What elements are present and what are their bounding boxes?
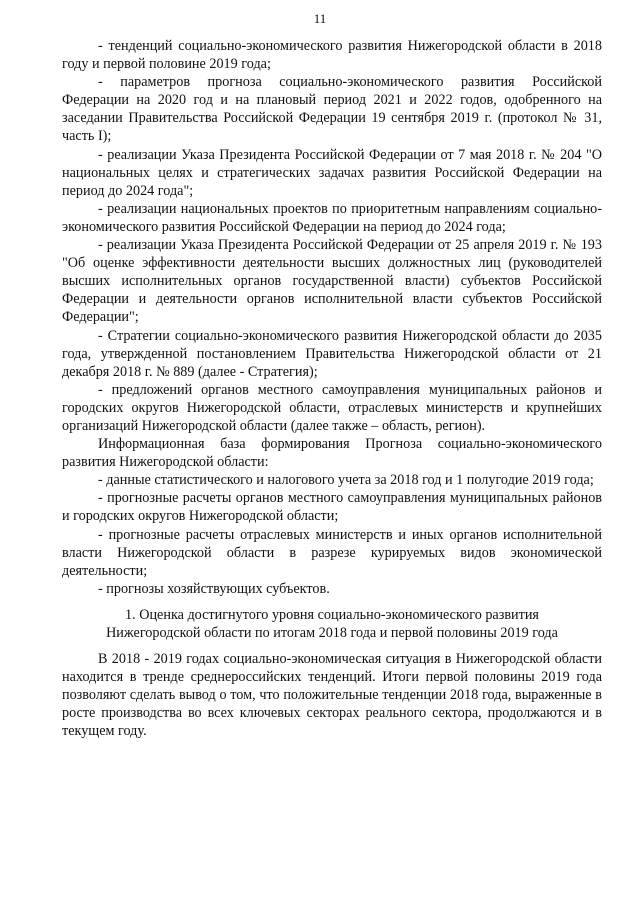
list-item: - предложений органов местного самоуправления муниципальных районов и городских округов Нижегородской области, отраслевых министерств и крупнейших организаций Нижегородской области (далее также – область, регион). (62, 381, 602, 434)
section-heading-line1: 1. Оценка достигнутого уровня социально-экономического развития (125, 606, 539, 623)
page-number: 11 (313, 11, 327, 26)
list-item: - Стратегии социально-экономического развития Нижегородской области до 2035 года, утвержденной постановлением Правительства Нижегородской области от 21 декабря 2018 г. № 889 (далее - Стратегия); (62, 327, 602, 380)
list-item: - прогнозные расчеты органов местного самоуправления муниципальных районов и городских округов Нижегородской области; (62, 490, 602, 525)
list-item: - тенденций социально-экономического развития Нижегородской области в 2018 году и первой половине 2019 года; (62, 38, 602, 73)
section-paragraph: В 2018 - 2019 годах социально-экономическая ситуация в Нижегородской области находится в тренде среднероссийских тенденций. Итоги первой половины 2019 года позволяют сделать вывод о том, что положительные тенденции 2018 года, выраженные в росте производства во всех ключевых секторах реального сектора, продолжаются и в текущем году. (62, 651, 602, 740)
list-item: - реализации Указа Президента Российской Федерации от 25 апреля 2019 г. № 193 "Об оценке эффективности деятельности высших должностных лиц (руководителей высших исполнительных органов государственной власти) субъектов Российской Федерации и деятельности органов исполнительной власти субъектов Российской Федерации"; (62, 237, 602, 326)
section-heading (62, 606, 602, 642)
info-base-intro: Информационная база формирования Прогноза социально-экономического развития Нижегородской области: (62, 436, 602, 471)
section-heading-line2: Нижегородской области по итогам 2018 года и первой половины 2019 года (106, 625, 558, 641)
list-item: - реализации Указа Президента Российской Федерации от 7 мая 2018 г. № 204 "О национальных целях и стратегических задачах развития Российской Федерации на период до 2024 года"; (62, 146, 602, 199)
list-item: - параметров прогноза социально-экономического развития Российской Федерации на 2020 год и на плановый период 2021 и 2022 годов, одобренного на заседании Правительства Российской Федерации 19 сентября 2019 г. (протокол № 31, часть I); (62, 74, 602, 145)
list-item: - реализации национальных проектов по приоритетным направлениям социально-экономического развития Российской Федерации на период до 2024 года; (62, 200, 602, 235)
list-item: - прогнозы хозяйствующих субъектов. (98, 580, 330, 597)
list-item: - данные статистического и налогового учета за 2018 год и 1 полугодие 2019 года; (98, 472, 594, 489)
document-body (62, 37, 602, 741)
list-item: - прогнозные расчеты отраслевых министерств и иных органов исполнительной власти Нижегородской области в разрезе курируемых видов экономической деятельности; (62, 526, 602, 579)
